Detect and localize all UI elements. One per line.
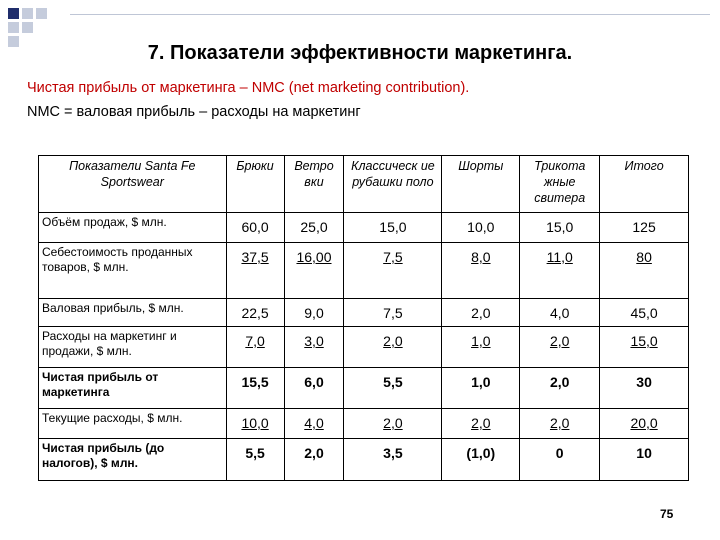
light-square [22, 22, 33, 33]
table-header-row [39, 156, 689, 213]
row-label: Чистая прибыль от маркетинга [39, 368, 227, 409]
value-cell: 3,5 [344, 439, 442, 481]
value-cell: 4,0 [284, 409, 344, 439]
value-cell: 7,0 [226, 327, 284, 368]
column-header: Ветро вки [284, 156, 344, 213]
value-cell: 22,5 [226, 299, 284, 327]
page-number: 75 [660, 507, 674, 521]
table-row [39, 439, 689, 481]
table-row [39, 243, 689, 299]
column-header: Брюки [226, 156, 284, 213]
value-cell: 2,0 [284, 439, 344, 481]
table-row [39, 409, 689, 439]
value-cell: 25,0 [284, 213, 344, 243]
table-body [39, 213, 689, 481]
value-cell: 11,0 [520, 243, 600, 299]
row-label: Себестоимость проданных товаров, $ млн. [39, 243, 227, 299]
light-square [8, 22, 19, 33]
value-cell: 6,0 [284, 368, 344, 409]
value-cell: 3,0 [284, 327, 344, 368]
table-row [39, 299, 689, 327]
marketing-metrics-table [38, 155, 689, 481]
value-cell: 60,0 [226, 213, 284, 243]
value-cell: 30 [600, 368, 689, 409]
row-label: Валовая прибыль, $ млн. [39, 299, 227, 327]
value-cell: 7,5 [344, 299, 442, 327]
value-cell: 5,5 [344, 368, 442, 409]
value-cell: 45,0 [600, 299, 689, 327]
row-label: Объём продаж, $ млн. [39, 213, 227, 243]
light-square [36, 8, 47, 19]
column-header: Трикота жные свитера [520, 156, 600, 213]
column-header: Показатели Santa Fe Sportswear [39, 156, 227, 213]
value-cell: 15,0 [520, 213, 600, 243]
subtitle-nmc-definition: Чистая прибыль от маркетинга – NMC (net marketing contribution). [27, 80, 470, 96]
column-header: Шорты [442, 156, 520, 213]
value-cell: 15,0 [344, 213, 442, 243]
column-header: Итого [600, 156, 689, 213]
dark-square [8, 8, 19, 19]
subtitle-nmc-formula: NMC = валовая прибыль – расходы на маркетинг [27, 104, 361, 120]
column-header: Классическ ие рубашки поло [344, 156, 442, 213]
value-cell: 2,0 [442, 409, 520, 439]
value-cell: 37,5 [226, 243, 284, 299]
value-cell: 125 [600, 213, 689, 243]
row-label: Чистая прибыль (до налогов), $ млн. [39, 439, 227, 481]
value-cell: 9,0 [284, 299, 344, 327]
value-cell: 4,0 [520, 299, 600, 327]
value-cell: 1,0 [442, 368, 520, 409]
value-cell: 20,0 [600, 409, 689, 439]
value-cell: 15,5 [226, 368, 284, 409]
header-divider [70, 14, 710, 15]
value-cell: 2,0 [442, 299, 520, 327]
slide-title: 7. Показатели эффективности маркетинга. [147, 42, 573, 64]
value-cell: 2,0 [520, 409, 600, 439]
value-cell: 2,0 [520, 368, 600, 409]
value-cell: 16,00 [284, 243, 344, 299]
value-cell: 10,0 [226, 409, 284, 439]
value-cell: 10,0 [442, 213, 520, 243]
table-row [39, 327, 689, 368]
value-cell: 15,0 [600, 327, 689, 368]
light-square [22, 8, 33, 19]
value-cell: 2,0 [344, 409, 442, 439]
table-row [39, 213, 689, 243]
value-cell: 10 [600, 439, 689, 481]
table-row [39, 368, 689, 409]
value-cell: 2,0 [520, 327, 600, 368]
value-cell: (1,0) [442, 439, 520, 481]
value-cell: 5,5 [226, 439, 284, 481]
value-cell: 1,0 [442, 327, 520, 368]
value-cell: 8,0 [442, 243, 520, 299]
value-cell: 0 [520, 439, 600, 481]
value-cell: 7,5 [344, 243, 442, 299]
row-label: Расходы на маркетинг и продажи, $ млн. [39, 327, 227, 368]
value-cell: 80 [600, 243, 689, 299]
row-label: Текущие расходы, $ млн. [39, 409, 227, 439]
value-cell: 2,0 [344, 327, 442, 368]
